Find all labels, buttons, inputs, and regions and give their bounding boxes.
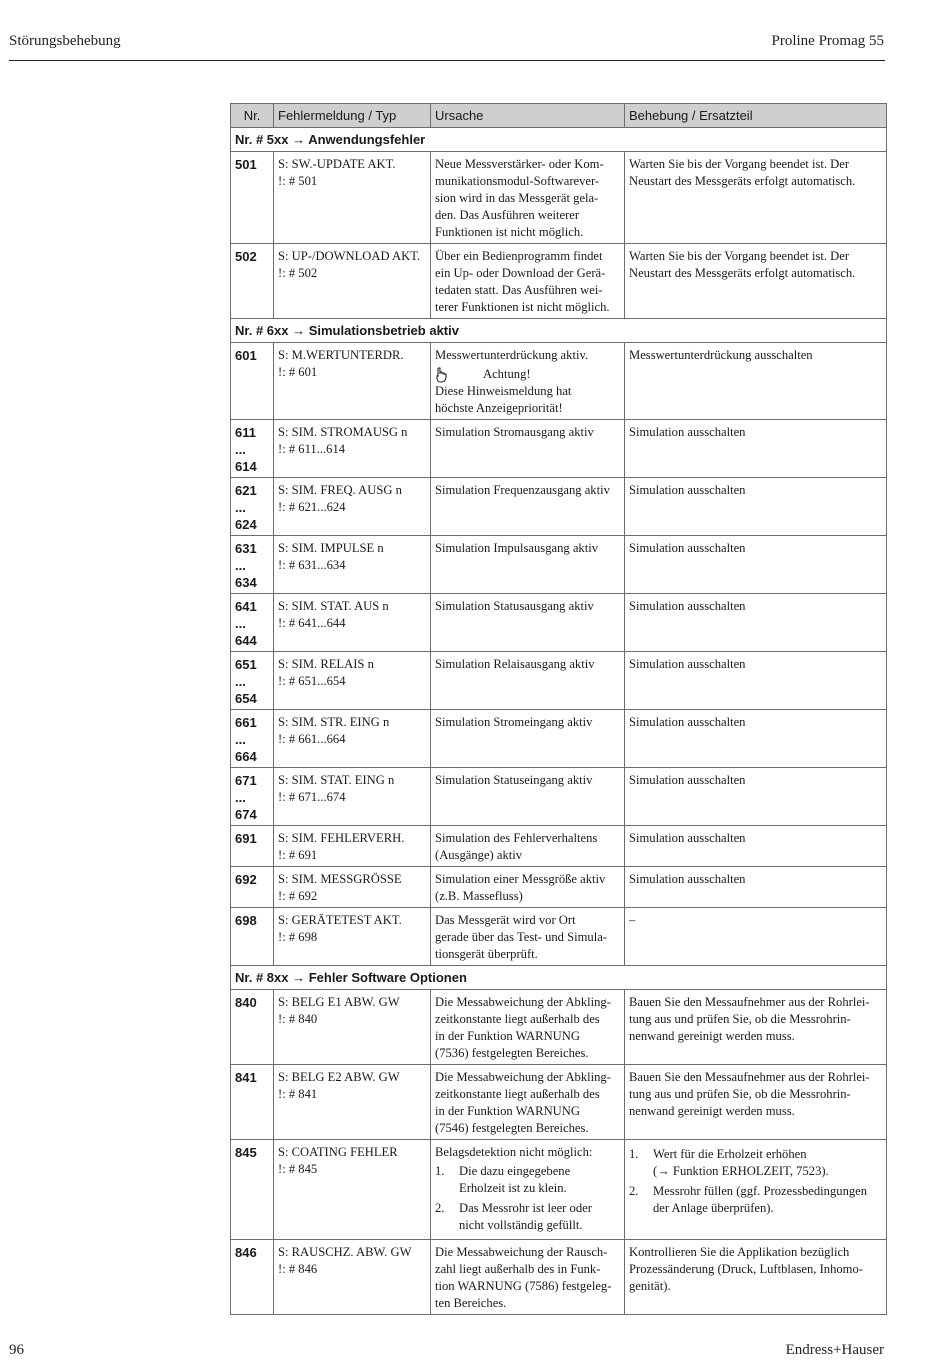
cause-cell: [431, 867, 625, 908]
section-row: [231, 319, 887, 343]
text-line: Prozessänderung (Druck, Luftblasen, Inhomo-: [629, 1262, 863, 1276]
column-header-cause: Ursache: [431, 104, 625, 128]
table-row: [231, 1240, 887, 1315]
error-message-cell: [274, 710, 431, 768]
remedy-cell: [625, 908, 887, 966]
section-title: Nr. # 5xx → Anwendungsfehler: [231, 128, 887, 152]
text-line: Simulation ausschalten: [629, 773, 746, 787]
text-line: !: # 621...624: [278, 500, 346, 514]
text-line: S: SIM. FEHLERVERH.: [278, 831, 405, 845]
list-item: [435, 1163, 620, 1197]
cause-cell: [431, 244, 625, 319]
remedy-cell: [625, 420, 887, 478]
text-line: S: SIM. STROMAUSG n: [278, 425, 408, 439]
cause-cell: [431, 990, 625, 1065]
text-line: Kontrollieren Sie die Applikation bezüglich: [629, 1245, 850, 1259]
text-line: S: RAUSCHZ. ABW. GW: [278, 1245, 412, 1259]
text-line: Simulation Stromausgang aktiv: [435, 425, 594, 439]
text-line: (→ Funktion ERHOLZEIT, 7523).: [653, 1164, 829, 1178]
text-line: Simulation ausschalten: [629, 715, 746, 729]
text-line: munikationsmodul-Softwarever-: [435, 174, 600, 188]
table-row: [231, 1140, 887, 1240]
text-line: tion WARNUNG (7586) festgeleg-: [435, 1279, 612, 1293]
remedy-cell: [625, 1240, 887, 1315]
text-line: S: SIM. IMPULSE n: [278, 541, 384, 555]
text-line: der Anlage überprüfen).: [653, 1201, 774, 1215]
header-divider: [9, 60, 885, 61]
error-message-cell: [274, 478, 431, 536]
text-line: !: # 840: [278, 1012, 318, 1026]
error-number-cell: [231, 152, 274, 244]
remedy-cell: [625, 478, 887, 536]
warning-note: [435, 366, 620, 383]
error-number-cell: [231, 478, 274, 536]
error-message-cell: [274, 652, 431, 710]
text-line: ...: [235, 500, 246, 515]
text-line: (Ausgänge) aktiv: [435, 848, 523, 862]
text-line: S: SIM. FREQ. AUSG n: [278, 483, 402, 497]
list-item-number: 2.: [435, 1201, 445, 1215]
text-line: zahl liegt außerhalb des in Funk-: [435, 1262, 601, 1276]
text-line: 621: [235, 483, 257, 498]
text-line: Die Messabweichung der Rausch-: [435, 1245, 608, 1259]
text-line: 674: [235, 807, 257, 822]
text-line: Simulation ausschalten: [629, 483, 746, 497]
cause-cell: [431, 768, 625, 826]
text-line: sion wird in das Messgerät gela-: [435, 191, 599, 205]
list-item-text: [653, 1183, 882, 1217]
list-item-number: 1.: [629, 1147, 639, 1161]
text-line: !: # 631...634: [278, 558, 346, 572]
list-item-text: [653, 1146, 882, 1180]
text-line: S: BELG E2 ABW. GW: [278, 1070, 400, 1084]
text-line: !: # 501: [278, 174, 318, 188]
text-line: Bauen Sie den Messaufnehmer aus der Rohrlei-: [629, 1070, 870, 1084]
error-table: [230, 103, 887, 1315]
pointing-hand-icon: [435, 367, 449, 383]
remedy-cell: [625, 826, 887, 867]
text-line: (7536) festgelegten Bereiches.: [435, 1046, 589, 1060]
text-line: Warten Sie bis der Vorgang beendet ist. Der: [629, 157, 850, 171]
text-line: Warten Sie bis der Vorgang beendet ist. Der: [629, 249, 850, 263]
error-message-cell: [274, 1240, 431, 1315]
table-row: [231, 536, 887, 594]
text-line: S: SIM. RELAIS n: [278, 657, 374, 671]
error-number-cell: [231, 652, 274, 710]
error-number-cell: [231, 1065, 274, 1140]
cause-cell: [431, 536, 625, 594]
text-line: terer Funktionen ist nicht möglich.: [435, 300, 610, 314]
remedy-cell: [625, 343, 887, 420]
column-header-message: Fehlermeldung / Typ: [274, 104, 431, 128]
error-message-cell: [274, 536, 431, 594]
remedy-cell: [625, 768, 887, 826]
cause-cell: [431, 710, 625, 768]
text-line: 698: [235, 913, 257, 928]
text-line: !: # 641...644: [278, 616, 346, 630]
remedy-cell: [625, 1140, 887, 1240]
column-header-remedy: Behebung / Ersatzteil: [625, 104, 887, 128]
text-line: tedaten statt. Das Ausführen wei-: [435, 283, 603, 297]
section-row: [231, 128, 887, 152]
text-line: 611: [235, 425, 256, 440]
text-line: S: UP-/DOWNLOAD AKT.: [278, 249, 421, 263]
text-line: Über ein Bedienprogramm findet: [435, 249, 603, 263]
section-title: Nr. # 6xx → Simulationsbetrieb aktiv: [231, 319, 887, 343]
text-line: tung aus und prüfen Sie, ob die Messrohrin-: [629, 1087, 851, 1101]
remedy-cell: [625, 594, 887, 652]
table-row: [231, 594, 887, 652]
cause-cell: [431, 1140, 625, 1240]
table-row: [231, 478, 887, 536]
text-line: gerade über das Test- und Simula-: [435, 930, 608, 944]
text-line: !: # 691: [278, 848, 318, 862]
remedy-cell: [625, 652, 887, 710]
text-line: Belagsdetektion nicht möglich:: [435, 1145, 593, 1159]
text-line: 601: [235, 348, 257, 363]
error-number-cell: [231, 343, 274, 420]
cause-cell: [431, 1065, 625, 1140]
section-row: [231, 966, 887, 990]
table-row: [231, 420, 887, 478]
text-line: genität).: [629, 1279, 671, 1293]
error-number-cell: [231, 420, 274, 478]
text-line: Simulation ausschalten: [629, 657, 746, 671]
text-line: 661: [235, 715, 257, 730]
remedy-cell: [625, 244, 887, 319]
text-line: 654: [235, 691, 257, 706]
text-line: nenwand gereinigt werden muss.: [629, 1029, 795, 1043]
text-line: in der Funktion WARNUNG: [435, 1104, 580, 1118]
error-message-cell: [274, 343, 431, 420]
table-row: [231, 1065, 887, 1140]
list-item-number: 1.: [435, 1164, 445, 1178]
table-row: [231, 768, 887, 826]
text-line: S: GERÄTETEST AKT.: [278, 913, 402, 927]
error-number-cell: [231, 244, 274, 319]
error-number-cell: [231, 990, 274, 1065]
text-line: !: # 651...654: [278, 674, 346, 688]
error-number-cell: [231, 536, 274, 594]
page-number: 96: [9, 1342, 24, 1358]
text-line: 664: [235, 749, 257, 764]
text-line: 845: [235, 1145, 257, 1160]
text-line: nenwand gereinigt werden muss.: [629, 1104, 795, 1118]
error-number-cell: [231, 908, 274, 966]
error-message-cell: [274, 1140, 431, 1240]
error-number-cell: [231, 1140, 274, 1240]
text-line: Bauen Sie den Messaufnehmer aus der Rohrlei-: [629, 995, 870, 1009]
text-line: !: # 671...674: [278, 790, 346, 804]
text-line: zeitkonstante liegt außerhalb des: [435, 1087, 600, 1101]
text-line: Simulation ausschalten: [629, 541, 746, 555]
error-number-cell: [231, 594, 274, 652]
error-number-cell: [231, 826, 274, 867]
table-row: [231, 244, 887, 319]
error-message-cell: [274, 594, 431, 652]
text-line: !: # 846: [278, 1262, 318, 1276]
list-item-text: [459, 1200, 620, 1234]
text-line: 671: [235, 773, 257, 788]
text-line: !: # 698: [278, 930, 318, 944]
text-line: ...: [235, 790, 246, 805]
remedy-cell: [625, 536, 887, 594]
error-message-cell: [274, 867, 431, 908]
text-line: S: COATING FEHLER: [278, 1145, 398, 1159]
text-line: Simulation des Fehlerverhaltens: [435, 831, 598, 845]
text-line: Simulation Impulsausgang aktiv: [435, 541, 599, 555]
text-line: Das Messrohr ist leer oder: [459, 1201, 592, 1215]
text-line: S: SW.-UPDATE AKT.: [278, 157, 396, 171]
error-message-cell: [274, 826, 431, 867]
error-message-cell: [274, 908, 431, 966]
text-line: !: # 661...664: [278, 732, 346, 746]
table-row: [231, 343, 887, 420]
text-line: Messwertunterdrückung ausschalten: [629, 348, 813, 362]
text-line: Simulation einer Messgröße aktiv: [435, 872, 606, 886]
text-line: 846: [235, 1245, 257, 1260]
text-line: zeitkonstante liegt außerhalb des: [435, 1012, 600, 1026]
table-body: [231, 128, 887, 1315]
text-line: Simulation Statusausgang aktiv: [435, 599, 594, 613]
cause-cell: [431, 908, 625, 966]
text-line: ten Bereiches.: [435, 1296, 507, 1310]
text-line: !: # 502: [278, 266, 318, 280]
text-line: 691: [235, 831, 257, 846]
text-line: Simulation Frequenzausgang aktiv: [435, 483, 610, 497]
text-line: !: # 845: [278, 1162, 318, 1176]
text-line: Simulation ausschalten: [629, 831, 746, 845]
text-line: 502: [235, 249, 257, 264]
cause-cell: [431, 420, 625, 478]
text-line: 692: [235, 872, 257, 887]
table-row: [231, 990, 887, 1065]
text-line: S: SIM. MESSGRÖSSE: [278, 872, 402, 886]
numbered-list: [435, 1163, 620, 1234]
text-line: 841: [235, 1070, 257, 1085]
error-message-cell: [274, 1065, 431, 1140]
text-line: Simulation Statuseingang aktiv: [435, 773, 593, 787]
cause-cell: [431, 826, 625, 867]
table-row: [231, 652, 887, 710]
section-title: Nr. # 8xx → Fehler Software Optionen: [231, 966, 887, 990]
text-line: 624: [235, 517, 257, 532]
error-number-cell: [231, 867, 274, 908]
remedy-cell: [625, 710, 887, 768]
text-line: 651: [235, 657, 257, 672]
remedy-cell: [625, 152, 887, 244]
text-line: 641: [235, 599, 257, 614]
text-line: Simulation Stromeingang aktiv: [435, 715, 593, 729]
text-line: 644: [235, 633, 257, 648]
text-line: Simulation ausschalten: [629, 599, 746, 613]
text-line: Die Messabweichung der Abkling-: [435, 1070, 611, 1084]
text-line: nicht vollständig gefüllt.: [459, 1218, 583, 1232]
remedy-cell: [625, 990, 887, 1065]
cause-cell: [431, 152, 625, 244]
text-line: ...: [235, 616, 246, 631]
warning-label: Achtung!: [483, 367, 531, 381]
text-line: Simulation ausschalten: [629, 872, 746, 886]
text-line: 634: [235, 575, 257, 590]
table-header-row: [231, 104, 887, 128]
text-line: !: # 841: [278, 1087, 318, 1101]
table-row: [231, 826, 887, 867]
footer-brand: Endress+Hauser: [785, 1342, 884, 1358]
text-line: ...: [235, 442, 246, 457]
text-line: !: # 611...614: [278, 442, 346, 456]
text-line: Diese Hinweismeldung hat: [435, 384, 572, 398]
cause-cell: [431, 343, 625, 420]
error-number-cell: [231, 768, 274, 826]
text-line: S: BELG E1 ABW. GW: [278, 995, 400, 1009]
text-line: S: SIM. STR. EING n: [278, 715, 390, 729]
text-line: (7546) festgelegten Bereiches.: [435, 1121, 589, 1135]
text-line: S: SIM. STAT. EING n: [278, 773, 395, 787]
text-line: Funktionen ist nicht möglich.: [435, 225, 584, 239]
column-header-nr: Nr.: [231, 104, 274, 128]
running-header-title: Störungsbehebung: [9, 33, 121, 49]
text-line: Das Messgerät wird vor Ort: [435, 913, 576, 927]
text-line: –: [629, 913, 636, 927]
text-line: den. Das Ausführen weiterer: [435, 208, 580, 222]
text-line: Wert für die Erholzeit erhöhen: [653, 1147, 807, 1161]
table-row: [231, 152, 887, 244]
list-item: [629, 1183, 882, 1217]
text-line: ...: [235, 558, 246, 573]
table-row: [231, 908, 887, 966]
error-message-cell: [274, 768, 431, 826]
text-line: Neustart des Messgeräts erfolgt automatisch.: [629, 266, 856, 280]
text-line: Die Messabweichung der Abkling-: [435, 995, 611, 1009]
text-line: S: M.WERTUNTERDR.: [278, 348, 404, 362]
text-line: ...: [235, 732, 246, 747]
numbered-list: [629, 1146, 882, 1217]
text-line: Simulation ausschalten: [629, 425, 746, 439]
text-line: in der Funktion WARNUNG: [435, 1029, 580, 1043]
text-line: Neustart des Messgeräts erfolgt automatisch.: [629, 174, 856, 188]
cause-cell: [431, 1240, 625, 1315]
cause-cell: [431, 478, 625, 536]
text-line: S: SIM. STAT. AUS n: [278, 599, 389, 613]
text-line: 840: [235, 995, 257, 1010]
list-item: [629, 1146, 882, 1180]
error-message-cell: [274, 990, 431, 1065]
cause-cell: [431, 652, 625, 710]
remedy-cell: [625, 1065, 887, 1140]
text-line: 631: [235, 541, 257, 556]
text-line: Erholzeit ist zu klein.: [459, 1181, 567, 1195]
text-line: Neue Messverstärker- oder Kom-: [435, 157, 604, 171]
text-line: Simulation Relaisausgang aktiv: [435, 657, 595, 671]
text-line: 614: [235, 459, 257, 474]
running-header-product: Proline Promag 55: [771, 33, 884, 49]
text-line: ein Up- oder Download der Gerä-: [435, 266, 606, 280]
table-row: [231, 710, 887, 768]
remedy-cell: [625, 867, 887, 908]
list-item-text: [459, 1163, 620, 1197]
cause-cell: [431, 594, 625, 652]
list-item: [435, 1200, 620, 1234]
error-number-cell: [231, 710, 274, 768]
error-message-cell: [274, 152, 431, 244]
text-line: (z.B. Massefluss): [435, 889, 523, 903]
text-line: Messwertunterdrückung aktiv.: [435, 348, 589, 362]
text-line: Messrohr füllen (ggf. Prozessbedingungen: [653, 1184, 868, 1198]
error-message-cell: [274, 244, 431, 319]
text-line: Die dazu eingegebene: [459, 1164, 571, 1178]
table-row: [231, 867, 887, 908]
text-line: !: # 601: [278, 365, 318, 379]
error-number-cell: [231, 1240, 274, 1315]
text-line: tionsgerät überprüft.: [435, 947, 538, 961]
text-line: !: # 692: [278, 889, 318, 903]
text-line: ...: [235, 674, 246, 689]
error-message-cell: [274, 420, 431, 478]
text-line: 501: [235, 157, 257, 172]
list-item-number: 2.: [629, 1184, 639, 1198]
text-line: tung aus und prüfen Sie, ob die Messrohrin-: [629, 1012, 851, 1026]
text-line: höchste Anzeigepriorität!: [435, 401, 563, 415]
